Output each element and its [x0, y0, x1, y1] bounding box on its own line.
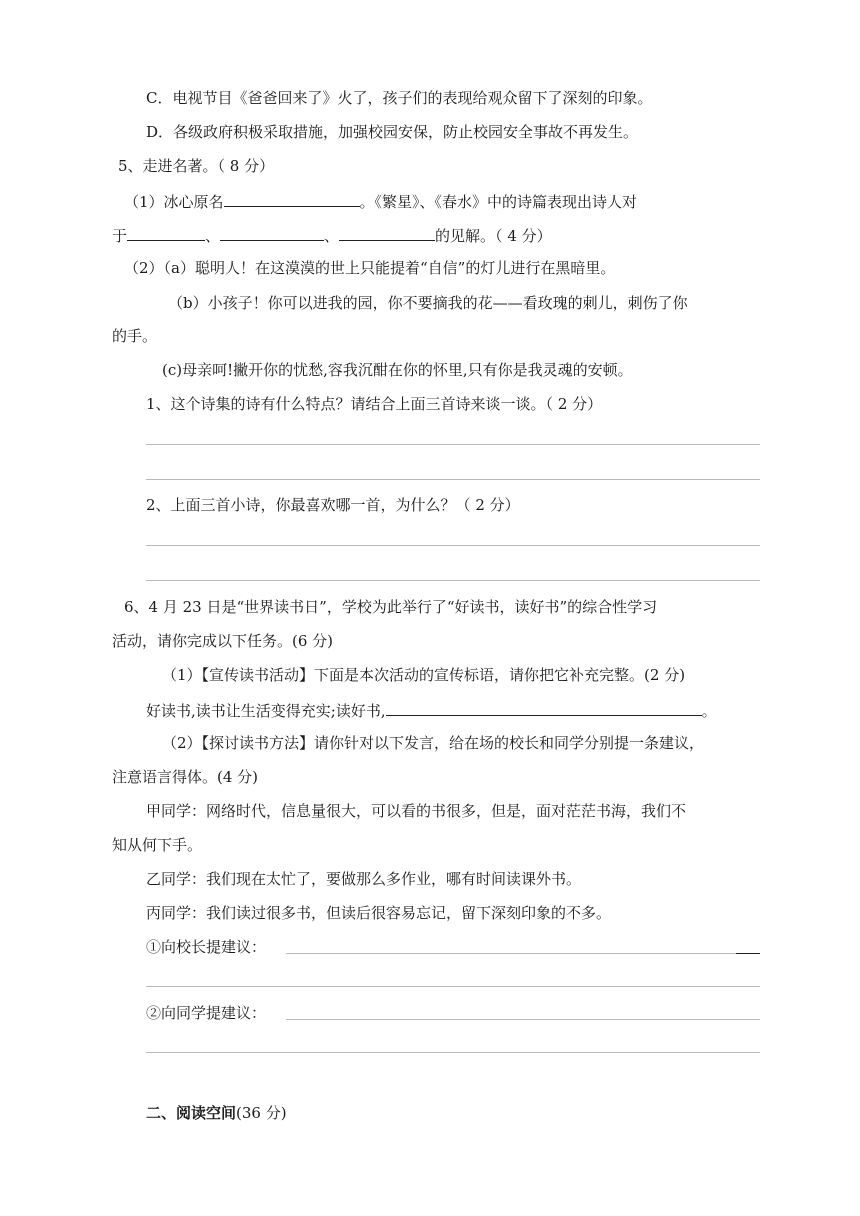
student-jia-line2: 知从何下手。 [112, 836, 203, 854]
blank-view-3 [339, 224, 435, 241]
option-d: D．各级政府积极采取措施，加强校园安保，防止校园安全事故不再发生。 [146, 123, 639, 141]
poem-b-line2: 的手。 [112, 327, 158, 345]
student-jia-line1: 甲同学：网络时代，信息量很大，可以看的书很多，但是，面对茫茫书海，我们不 [146, 802, 687, 820]
suggestion-principal-label: ①向校长提建议： [146, 938, 267, 956]
slogan-text: 好读书,读书让生活变得充实;读好书, [146, 702, 386, 720]
option-c: C．电视节目《爸爸回来了》火了，孩子们的表现给观众留下了深刻的印象。 [146, 89, 653, 107]
poem-c: (c)母亲呵!撇开你的忧愁,容我沉酣在你的怀里,只有你是我灵魂的安顿。 [162, 361, 633, 379]
question-6-intro-line1: 6、4 月 23 日是“世界读书日”，学校为此举行了“好读书，读好书”的综合性学习 [124, 598, 658, 616]
sep-2: 、 [324, 227, 340, 245]
blank-view-2 [220, 224, 324, 241]
slogan-end: 。 [701, 702, 717, 720]
suggestion-students-label: ②向同学提建议： [146, 1004, 267, 1022]
q5-part1-end: 的见解。（ 4 分） [435, 227, 552, 245]
answer-line[interactable] [146, 444, 760, 445]
question-5-title: 5、走进名著。（ 8 分） [118, 157, 275, 175]
sep-1: 、 [205, 227, 221, 245]
section-2-score: (36 分) [236, 1104, 287, 1122]
q5-part1-line2 [112, 224, 552, 246]
section-2-heading [146, 1103, 287, 1123]
answer-line[interactable] [146, 545, 760, 546]
question-6-intro-line2: 活动，请你完成以下任务。(6 分) [112, 632, 334, 650]
q5-part1-line1 [124, 190, 637, 212]
q5-part1-yu: 于 [112, 227, 128, 245]
poem-a: （2）（a）聪明人！在这漠漠的世上只能提着“自信”的灯儿进行在黑暗里。 [124, 259, 616, 277]
poem-b-line1: （b）小孩子！你可以进我的园，你不要摘我的花——看玫瑰的刺儿，刺伤了你 [168, 294, 688, 312]
sub-question-1: 1、这个诗集的诗有什么特点？请结合上面三首诗来谈一谈。（ 2 分） [146, 395, 603, 413]
student-bing: 丙同学：我们读过很多书，但读后很容易忘记，留下深刻印象的不多。 [146, 904, 612, 922]
answer-line[interactable] [286, 1019, 760, 1020]
student-yi: 乙同学：我们现在太忙了，要做那么多作业，哪有时间读课外书。 [146, 870, 582, 888]
task-2-line1: （2）【探讨读书方法】请你针对以下发言，给在场的校长和同学分别提一条建议， [162, 734, 705, 752]
answer-line[interactable] [146, 986, 760, 987]
section-2-title: 二、阅读空间 [146, 1104, 237, 1122]
sub-question-2: 2、上面三首小诗，你最喜欢哪一首，为什么？（ 2 分） [146, 496, 520, 514]
q5-part1-middle: 。《繁星》、《春水》中的诗篇表现出诗人对 [359, 193, 638, 211]
answer-line[interactable] [146, 1052, 760, 1053]
answer-line[interactable] [286, 953, 736, 954]
answer-line[interactable] [146, 479, 760, 480]
slogan-line [146, 699, 717, 721]
task-2-line2: 注意语言得体。(4 分) [112, 768, 259, 786]
slogan-blank[interactable] [386, 699, 702, 716]
answer-line-dark[interactable] [736, 953, 760, 954]
answer-line[interactable] [146, 580, 760, 581]
task-1: （1）【宣传读书活动】下面是本次活动的宣传标语，请你把它补充完整。(2 分) [162, 666, 686, 684]
q5-part1-prefix: （1）冰心原名 [124, 193, 224, 211]
blank-view-1 [127, 224, 205, 241]
blank-original-name [224, 190, 360, 207]
